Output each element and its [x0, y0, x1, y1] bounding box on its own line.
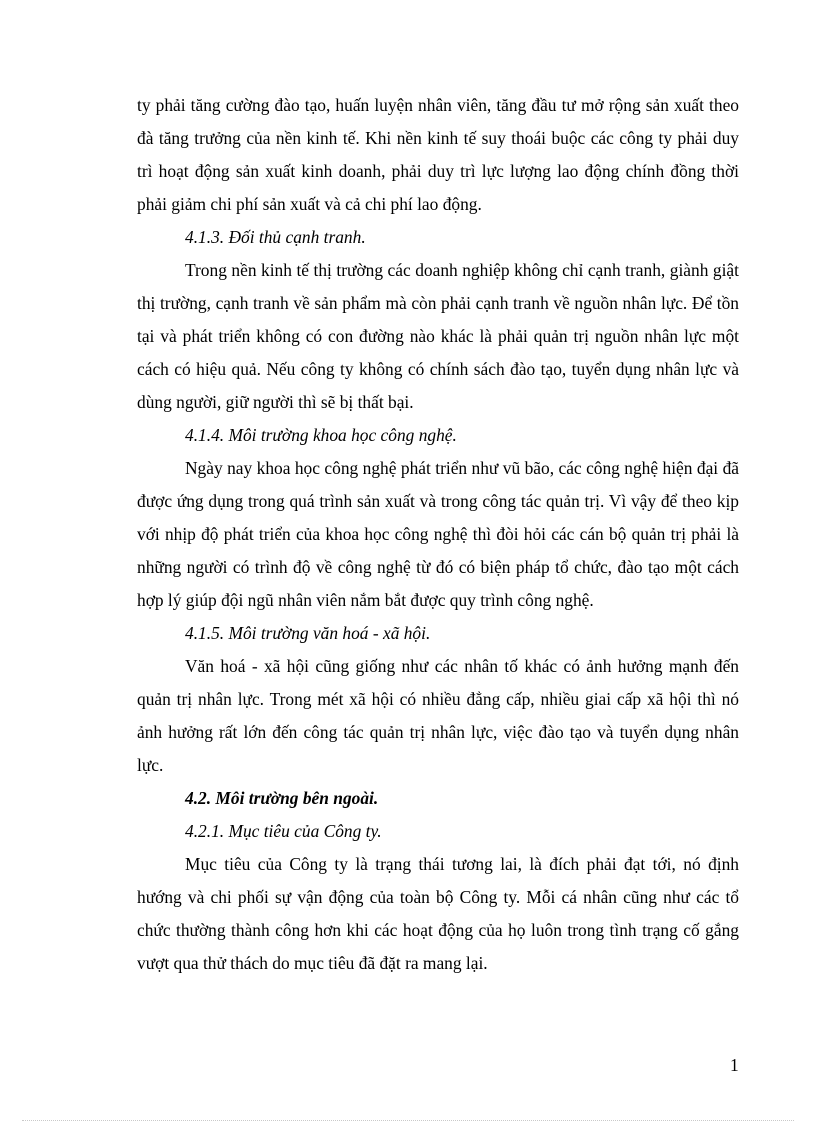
paragraph-intro-continuation: ty phải tăng cường đào tạo, huấn luyện nhân viên, tăng đầu tư mở rộng sản xuất theo đà tăng trưởng của nền kinh tế. Khi nền kinh tế suy thoái buộc các công ty phải duy trì hoạt động sản xuất kinh doanh, phải duy trì lực lượng lao động chính đồng thời phải giảm chi phí sản xuất và cả chi phí lao động. — [137, 95, 739, 214]
subheading-4-1-4: 4.1.4. Môi trường khoa học công nghệ. — [185, 425, 457, 445]
paragraph-culture-society: Văn hoá - xã hội cũng giống như các nhân tố khác có ảnh hưởng mạnh đến quản trị nhân lực. Trong mét xã hội có nhiều đẳng cấp, nhiều giai cấp xã hội thì nó ảnh hưởng rất lớn đến công tác quản trị nhân lực, việc đào tạo và tuyển dụng nhân lực. — [137, 656, 739, 775]
page-body — [137, 89, 739, 980]
page-bottom-dotted-rule — [22, 1120, 794, 1121]
page-number: 1 — [730, 1055, 739, 1075]
paragraph-competitors: Trong nền kinh tế thị trường các doanh nghiệp không chỉ cạnh tranh, giành giật thị trường, cạnh tranh về sản phẩm mà còn phải cạnh tranh về nguồn nhân lực. Để tồn tại và phát triển không có con đường nào khác là phải quản trị nguồn nhân lực một cách có hiệu quả. Nếu công ty không có chính sách đào tạo, tuyển dụng nhân lực và dùng người, giữ người thì sẽ bị thất bại. — [137, 260, 739, 412]
paragraph-technology: Ngày nay khoa học công nghệ phát triển như vũ bão, các công nghệ hiện đại đã được ứng dụng trong quá trình sản xuất và trong công tác quản trị. Vì vậy để theo kịp với nhịp độ phát triển của khoa học công nghệ thì đòi hỏi các cán bộ quản trị phải là những người có trình độ về công nghệ từ đó có biện pháp tổ chức, đào tạo một cách hợp lý giúp đội ngũ nhân viên nắm bắt được quy trình công nghệ. — [137, 458, 739, 610]
paragraph-company-goals: Mục tiêu của Công ty là trạng thái tương lai, là đích phải đạt tới, nó định hướng và chi phối sự vận động của toàn bộ Công ty. Mỗi cá nhân cũng như các tổ chức thường thành công hơn khi các hoạt động của họ luôn trong tình trạng cố gắng vượt qua thử thách do mục tiêu đã đặt ra mang lại. — [137, 854, 739, 973]
heading-4-2: 4.2. Môi trường bên ngoài. — [185, 788, 379, 808]
subheading-4-1-3: 4.1.3. Đối thủ cạnh tranh. — [185, 227, 366, 247]
subheading-4-2-1: 4.2.1. Mục tiêu của Công ty. — [185, 821, 382, 841]
subheading-4-1-5: 4.1.5. Môi trường văn hoá - xã hội. — [185, 623, 431, 643]
